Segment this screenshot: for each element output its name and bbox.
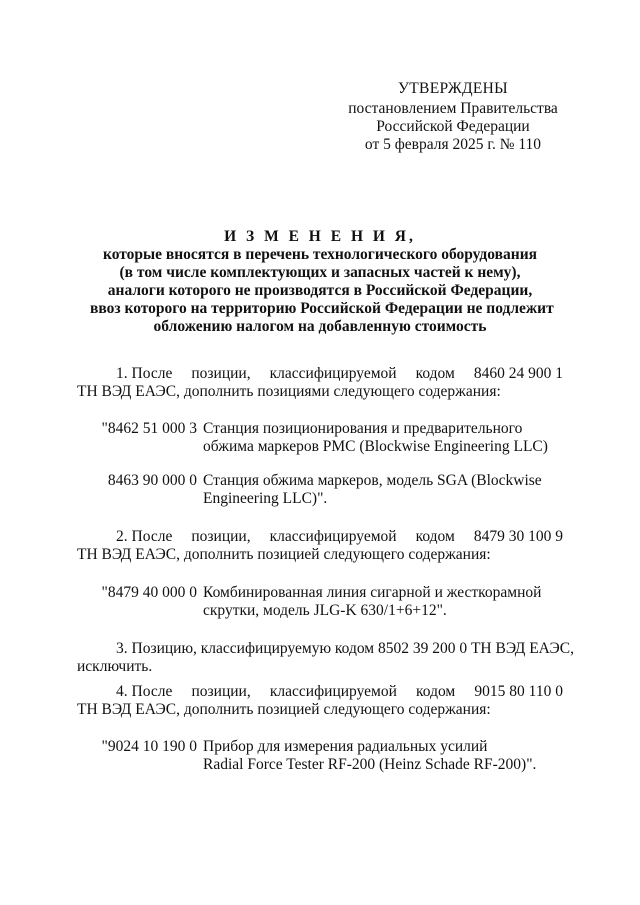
item-3-rest: исключить. [77, 658, 153, 675]
desc-line: Radial Force Tester RF-200 (Heinz Schade RF-200)". [203, 756, 537, 773]
entry-description [203, 584, 583, 620]
item-1-rest: ТН ВЭД ЕАЭС, дополнить позициями следующего содержания: [77, 383, 501, 400]
word: кодом [415, 528, 455, 545]
desc-line: скрутки, модель JLG-K 630/1+6+12". [203, 602, 447, 619]
word: позиции, [191, 365, 251, 382]
item-1-paragraph [77, 365, 563, 401]
entry-code: "9024 10 190 0 [101, 738, 197, 755]
word: позиции, [191, 528, 251, 545]
desc-line: Станция позиционирования и предварительного [203, 420, 523, 437]
hs-code: 8460 24 900 1 [473, 365, 563, 382]
title-line: которые вносятся в перечень технологического оборудования [102, 246, 538, 263]
item-3-paragraph [77, 640, 574, 676]
approval-line: постановлением Правительства [348, 100, 558, 117]
entry-description [203, 420, 583, 456]
word: кодом [415, 365, 455, 382]
item-2-paragraph [77, 528, 563, 564]
word: классифицируемой [269, 528, 397, 545]
item-number: 1. После [116, 365, 173, 382]
hs-code: 8479 30 100 9 [473, 528, 563, 545]
approval-line: от 5 февраля 2025 г. № 110 [364, 136, 542, 153]
entry-description [203, 472, 583, 508]
item-2-rest: ТН ВЭД ЕАЭС, дополнить позицией следующего содержания: [77, 546, 491, 563]
item-number: 4. После [116, 683, 173, 700]
document-title [90, 228, 554, 336]
word: классифицируемой [269, 365, 397, 382]
title-line: обложению налогом на добавленную стоимость [153, 318, 487, 335]
desc-line: Engineering LLC)". [203, 490, 328, 507]
desc-line: Комбинированная линия сигарной и жесткорамной [203, 584, 542, 601]
entry-code: "8462 51 000 3 [101, 420, 197, 437]
desc-line: Прибор для измерения радиальных усилий [203, 738, 488, 755]
desc-line: обжима маркеров PMC (Blockwise Engineering LLC) [203, 438, 548, 455]
item-2-first-line [77, 528, 563, 546]
hs-code: 9015 80 110 0 [474, 683, 563, 700]
item-4-first-line [77, 683, 563, 701]
title-heading: И З М Е Н Е Н И Я, [224, 228, 416, 245]
approval-block [330, 80, 576, 154]
title-line: аналоги которого не производятся в Российской Федерации, [107, 282, 533, 299]
title-line: ввоз которого на территорию Российской Федерации не подлежит [90, 300, 554, 317]
entry-description [203, 738, 583, 774]
word: позиции, [191, 683, 251, 700]
approval-heading: УТВЕРЖДЕНЫ [398, 80, 508, 97]
item-4-paragraph [77, 683, 563, 719]
entry-code: "8479 40 000 0 [101, 584, 197, 601]
item-number: 2. После [116, 528, 173, 545]
item-3-first-line: 3. Позицию, классифицируемую кодом 8502 39 200 0 ТН ВЭД ЕАЭС, [116, 640, 574, 657]
item-1-first-line [77, 365, 563, 383]
word: кодом [416, 683, 456, 700]
word: классифицируемой [269, 683, 397, 700]
item-4-rest: ТН ВЭД ЕАЭС, дополнить позицией следующего содержания: [77, 701, 491, 718]
title-line: (в том числе комплектующих и запасных частей к нему), [119, 264, 521, 281]
approval-line: Российской Федерации [376, 118, 530, 135]
desc-line: Станция обжима маркеров, модель SGA (Blockwise [203, 472, 542, 489]
entry-code: 8463 90 000 0 [107, 472, 197, 489]
